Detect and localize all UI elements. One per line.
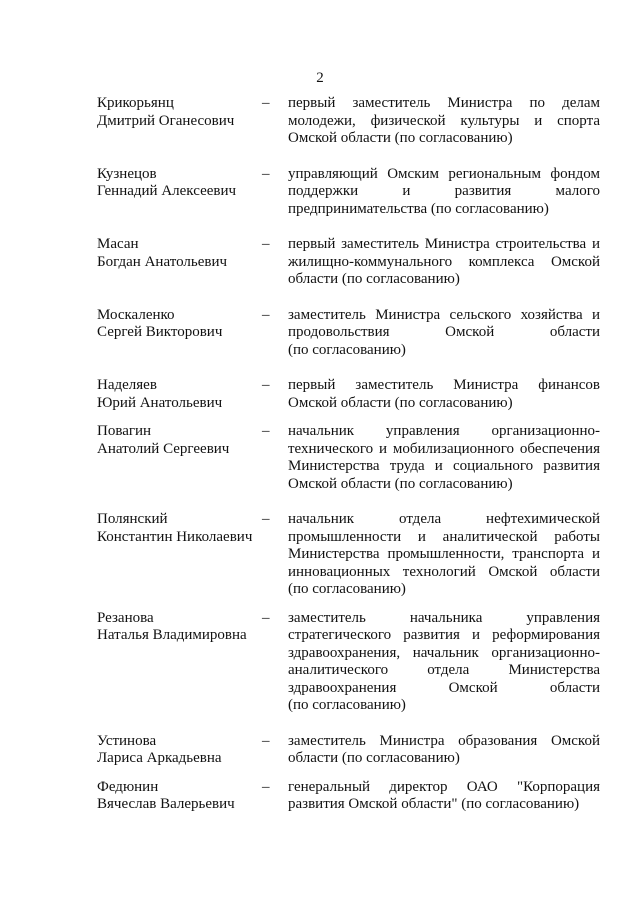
position-line: (по согласованию) bbox=[288, 341, 406, 358]
position-line: Омской области (по согласованию) bbox=[288, 394, 513, 411]
position-line: жилищно-коммунального комплекса Омской bbox=[288, 253, 600, 270]
member-name bbox=[97, 733, 262, 768]
position-line: здравоохранения Омской области bbox=[288, 679, 600, 696]
position-line: развития Омской области" (по согласованию) bbox=[288, 796, 580, 812]
position-line: области (по согласованию) bbox=[288, 750, 460, 766]
member-position bbox=[288, 377, 600, 412]
position-line: области (по согласованию) bbox=[288, 271, 460, 287]
position-line: первый заместитель Министра финансов bbox=[288, 377, 600, 393]
member-given-names: Геннадий Алексеевич bbox=[97, 183, 237, 199]
member-entry bbox=[97, 236, 603, 289]
member-name bbox=[97, 610, 262, 645]
position-line: аналитического отдела Министерства bbox=[288, 662, 600, 678]
member-name bbox=[97, 511, 262, 546]
member-position bbox=[288, 236, 600, 289]
page-number: 2 bbox=[316, 70, 324, 86]
position-line: молодежи, физической культуры и спорта bbox=[288, 112, 600, 129]
position-line: заместитель Министра сельского хозяйства и bbox=[288, 306, 600, 323]
position-line: генеральный директор ОАО "Корпорация bbox=[288, 778, 600, 795]
position-line: Омской области (по согласованию) bbox=[288, 130, 513, 146]
position-line: первый заместитель Министра строительства и bbox=[288, 236, 600, 252]
position-line: инновационных технологий Омской области bbox=[288, 563, 600, 580]
member-entry bbox=[97, 423, 603, 493]
member-surname: Крикорьянц bbox=[97, 95, 174, 111]
dash-separator: – bbox=[262, 423, 270, 439]
member-position bbox=[288, 307, 600, 360]
dash-separator: – bbox=[262, 511, 270, 527]
dash-separator: – bbox=[262, 609, 270, 626]
member-name bbox=[97, 377, 262, 412]
member-surname: Федюнин bbox=[97, 778, 159, 795]
member-position bbox=[288, 95, 600, 148]
position-line: здравоохранения, начальник организационно- bbox=[288, 644, 600, 661]
member-name bbox=[97, 166, 262, 201]
position-line: (по согласованию) bbox=[288, 581, 406, 597]
position-line: начальник управления организационно- bbox=[288, 423, 600, 439]
position-line: предпринимательства (по согласованию) bbox=[288, 200, 549, 217]
member-entry bbox=[97, 307, 603, 360]
member-position bbox=[288, 511, 600, 599]
member-position bbox=[288, 423, 600, 493]
member-given-names: Сергей Викторович bbox=[97, 324, 223, 340]
position-line: (по согласованию) bbox=[288, 697, 406, 713]
dash-separator: – bbox=[262, 236, 270, 252]
member-name bbox=[97, 236, 262, 271]
member-name bbox=[97, 307, 262, 342]
position-line: стратегического развития и реформирования bbox=[288, 627, 600, 643]
member-surname: Наделяев bbox=[97, 377, 157, 393]
member-entry bbox=[97, 610, 603, 715]
dash-separator: – bbox=[262, 377, 270, 393]
member-entry bbox=[97, 377, 603, 412]
member-given-names: Анатолий Сергеевич bbox=[97, 440, 230, 457]
member-entry bbox=[97, 733, 603, 768]
member-surname: Масан bbox=[97, 236, 139, 252]
member-surname: Устинова bbox=[97, 732, 157, 749]
member-name bbox=[97, 779, 262, 814]
dash-separator: – bbox=[262, 778, 270, 795]
member-name bbox=[97, 95, 262, 130]
member-given-names: Вячеслав Валерьевич bbox=[97, 796, 235, 812]
member-position bbox=[288, 779, 600, 814]
member-entry bbox=[97, 166, 603, 219]
member-name bbox=[97, 423, 262, 458]
member-surname: Повагин bbox=[97, 423, 152, 439]
dash-separator: – bbox=[262, 165, 270, 182]
member-surname: Кузнецов bbox=[97, 165, 157, 182]
member-entry bbox=[97, 779, 603, 814]
member-surname: Резанова bbox=[97, 609, 154, 626]
position-line: начальник отдела нефтехимической bbox=[288, 511, 600, 527]
dash-separator: – bbox=[262, 95, 270, 111]
position-line: управляющий Омским региональным фондом bbox=[288, 165, 600, 182]
members-list bbox=[97, 95, 603, 814]
member-given-names: Наталья Владимировна bbox=[97, 627, 247, 643]
member-entry bbox=[97, 511, 603, 599]
position-line: технического и мобилизационного обеспечения bbox=[288, 440, 600, 457]
member-position bbox=[288, 733, 600, 768]
position-line: первый заместитель Министра по делам bbox=[288, 95, 600, 111]
position-line: поддержки и развития малого bbox=[288, 183, 600, 199]
position-line: Омской области (по согласованию) bbox=[288, 475, 513, 492]
member-given-names: Константин Николаевич bbox=[97, 528, 253, 545]
position-line: промышленности и аналитической работы bbox=[288, 528, 600, 545]
member-given-names: Дмитрий Оганесович bbox=[97, 112, 235, 129]
position-line: Министерства труда и социального развития bbox=[288, 458, 600, 474]
position-line: заместитель Министра образования Омской bbox=[288, 732, 600, 749]
member-given-names: Юрий Анатольевич bbox=[97, 394, 223, 411]
member-given-names: Лариса Аркадьевна bbox=[97, 750, 222, 766]
position-line: Министерства промышленности, транспорта и bbox=[288, 546, 600, 562]
dash-separator: – bbox=[262, 732, 270, 749]
position-line: заместитель начальника управления bbox=[288, 609, 600, 626]
member-position bbox=[288, 166, 600, 219]
member-position bbox=[288, 610, 600, 715]
member-surname: Москаленко bbox=[97, 306, 175, 323]
member-given-names: Богдан Анатольевич bbox=[97, 253, 228, 270]
dash-separator: – bbox=[262, 306, 270, 323]
member-surname: Полянский bbox=[97, 511, 168, 527]
position-line: продовольствия Омской области bbox=[288, 324, 600, 340]
member-entry bbox=[97, 95, 603, 148]
